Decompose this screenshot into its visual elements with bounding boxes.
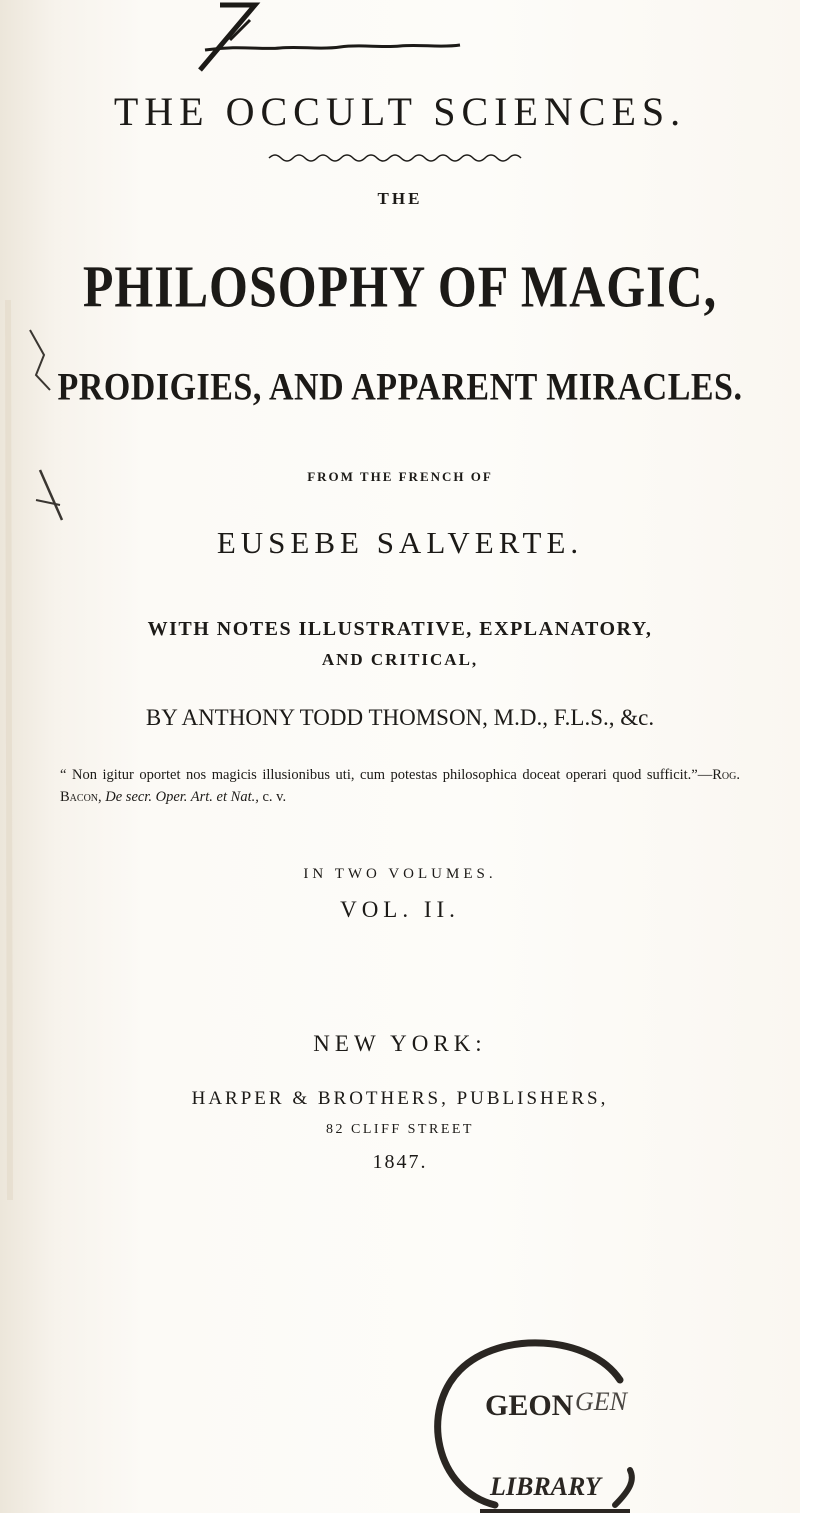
from-the-french-line: FROM THE FRENCH OF	[307, 469, 493, 484]
epigraph-quote: “ Non igitur oportet nos magicis illusionibus uti, cum potestas philosophica doceat operari quod sufficit.”—	[60, 767, 713, 783]
epigraph-author: Rog. Bacon,	[60, 767, 740, 805]
title-article: THE	[377, 189, 423, 208]
notes-line-2: AND CRITICAL,	[321, 650, 479, 669]
volume-count: IN TWO VOLUMES.	[303, 866, 497, 882]
publisher-name: HARPER & BROTHERS, PUBLISHERS,	[191, 1088, 609, 1109]
svg-text:GEN: GEN	[575, 1387, 627, 1416]
svg-text:LIBRARY: LIBRARY	[490, 1472, 601, 1501]
main-subtitle: PRODIGIES, AND APPARENT MIRACLES.	[57, 366, 743, 409]
publisher-address: 82 CLIFF STREET	[326, 1122, 474, 1137]
library-stamp	[160, 1290, 627, 1513]
notes-line-1: WITH NOTES ILLUSTRATIVE, EXPLANATORY,	[147, 618, 653, 640]
series-title: THE OCCULT SCIENCES.	[113, 89, 687, 134]
translator-byline: BY ANTHONY TODD THOMSON, M.D., F.L.S., &c.	[145, 705, 655, 730]
epigraph	[60, 764, 740, 808]
publication-year: 1847.	[372, 1151, 428, 1173]
author-name: EUSEBE SALVERTE.	[216, 525, 584, 560]
publication-city: NEW YORK:	[313, 1031, 487, 1056]
epigraph-reference: c. v.	[262, 789, 287, 805]
main-title: PHILOSOPHY OF MAGIC,	[82, 253, 718, 320]
volume-number: VOL. II.	[340, 897, 460, 922]
handwritten-scrawl	[170, 0, 830, 80]
epigraph-work: De secr. Oper. Art. et Nat.,	[105, 789, 259, 805]
svg-text:GEON: GEON	[485, 1389, 574, 1422]
wavy-rule	[269, 152, 522, 162]
gutter-marks	[0, 0, 90, 1513]
